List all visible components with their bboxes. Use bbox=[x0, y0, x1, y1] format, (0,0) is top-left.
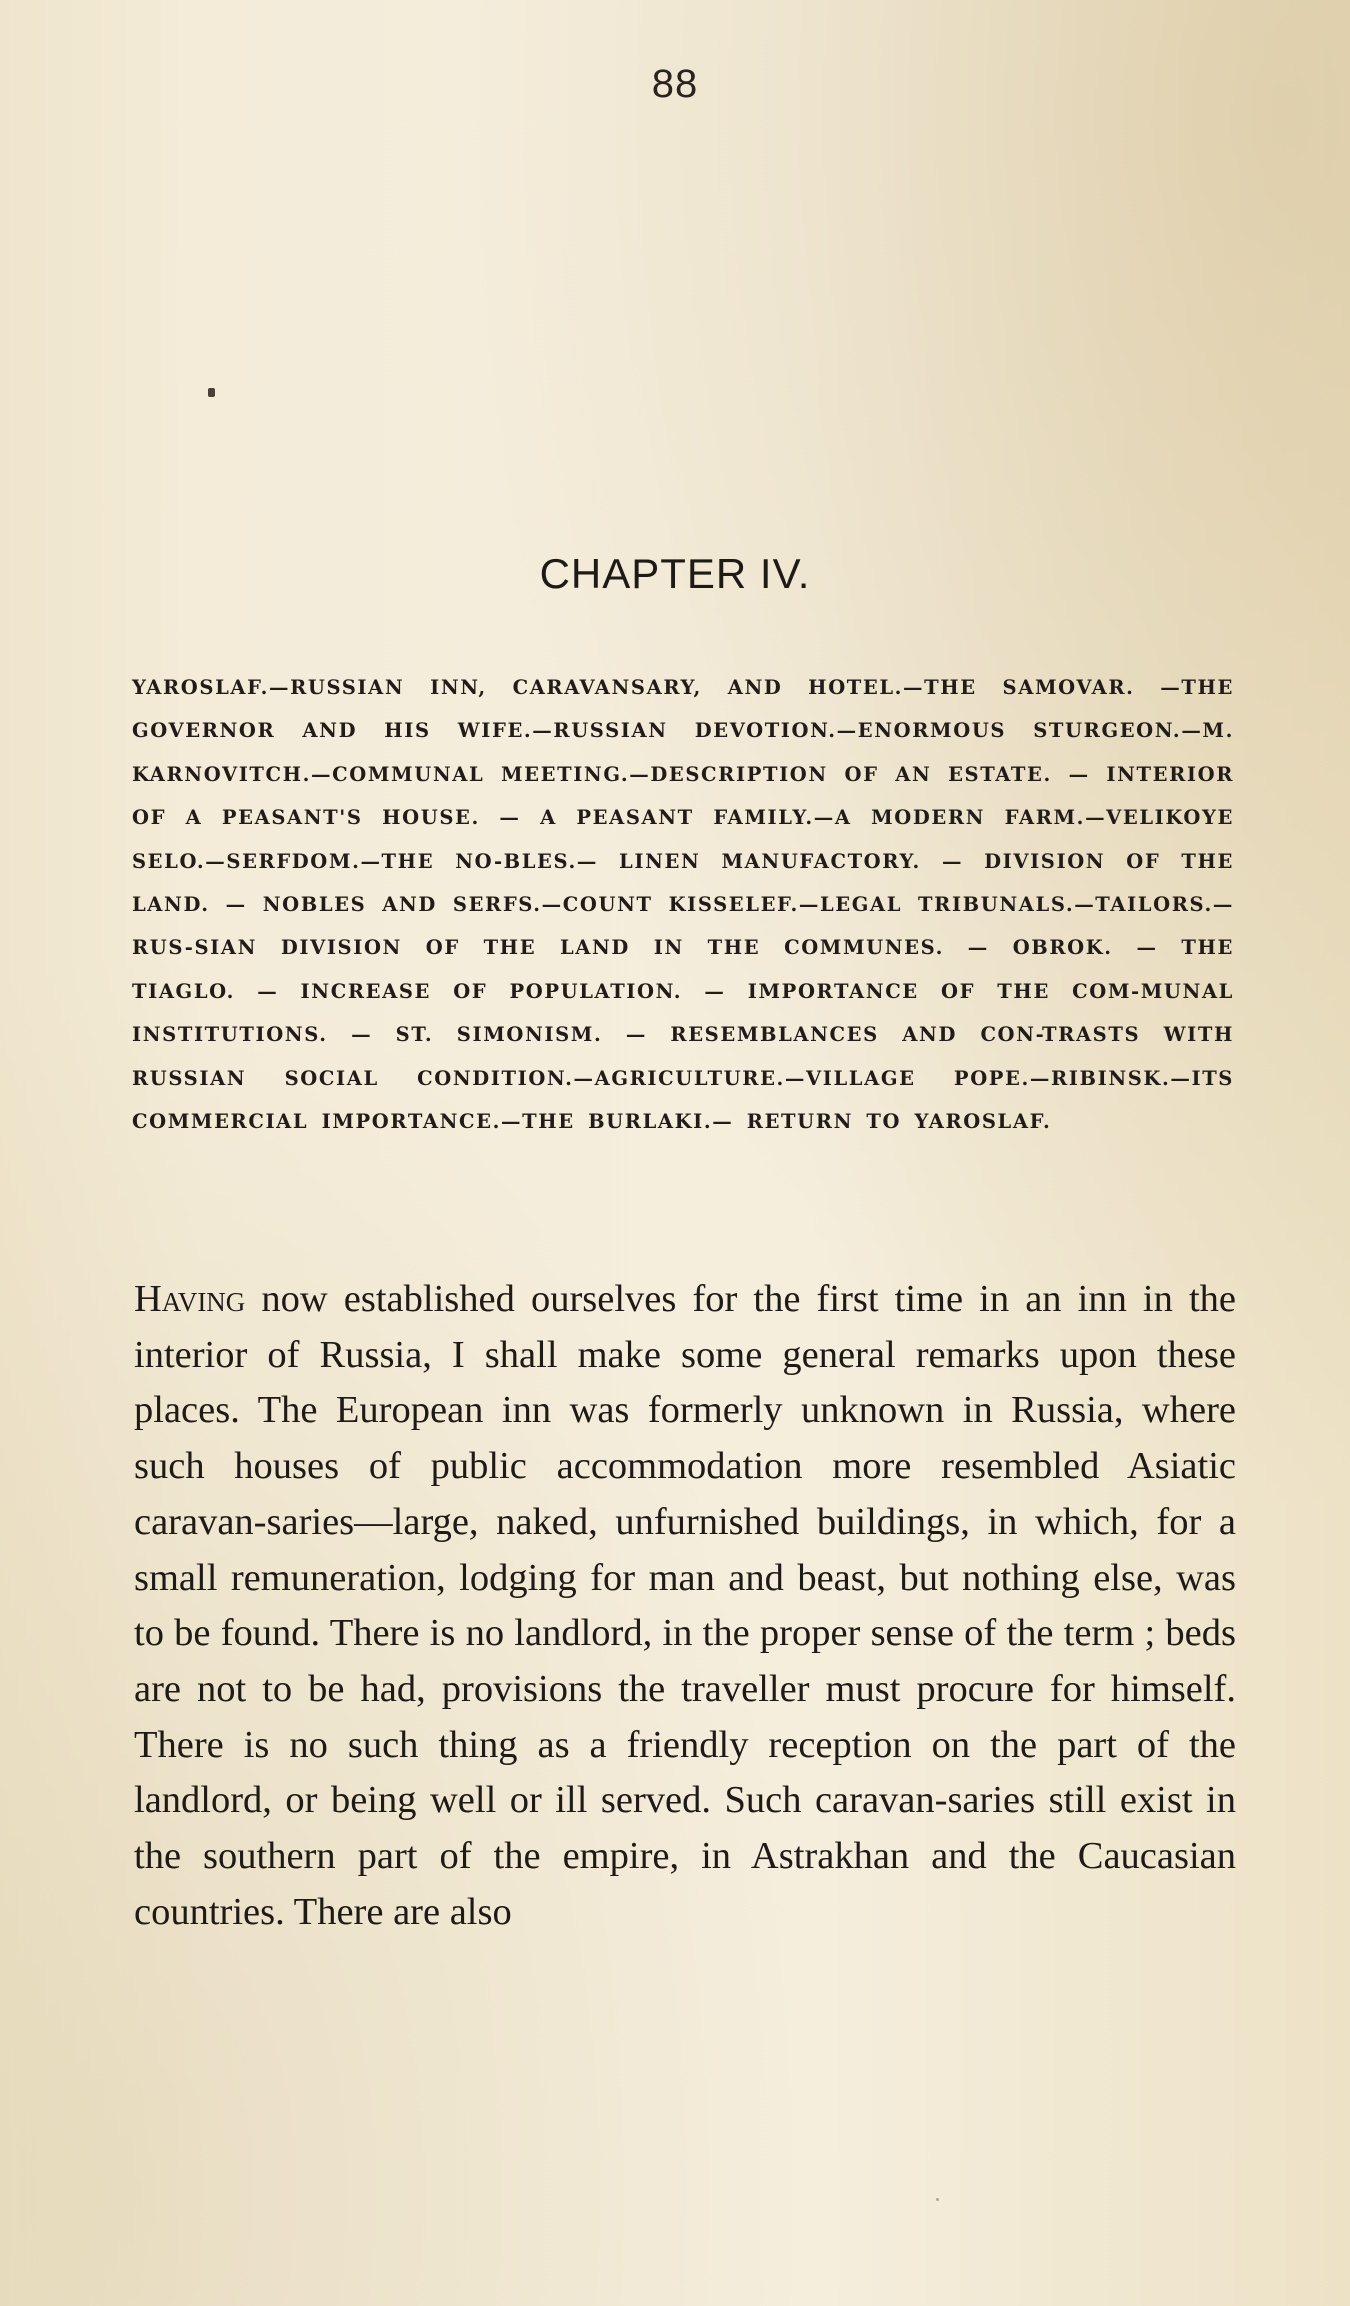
lead-word: Having bbox=[134, 1278, 246, 1320]
paper-speck bbox=[300, 1296, 303, 1299]
print-mark bbox=[208, 388, 215, 397]
body-text: now established ourselves for the first time in an inn in the interior of Russia, I shall make some general remarks upon these places. The European inn was formerly unknown in Russia, where such houses of public accommodation more resembled Asiatic caravan-saries—large, naked, unfurnished buildings, in which, for a small remuneration, lodging for man and beast, but nothing else, was to be found. There is no landlord, in the proper sense of the term ; beds are not to be had, provisions the traveller must procure for himself. There is no such thing as a friendly reception on the part of the landlord, or being well or ill served. Such caravan-saries still exist in the southern part of the empire, in Astrakhan and the Caucasian countries. There are also bbox=[134, 1278, 1236, 1933]
paper-speck bbox=[936, 2198, 939, 2201]
chapter-summary: YAROSLAF.—RUSSIAN INN, CARAVANSARY, AND HOTEL.—THE SAMOVAR. —THE GOVERNOR AND HIS WIFE.—RUSSIAN DEVOTION.—ENORMOUS STURGEON.—M. KARNOVITCH.—COMMUNAL MEETING.—DESCRIPTION OF AN ESTATE. — INTERIOR OF A PEASANT'S HOUSE. — A PEASANT FAMILY.—A MODERN FARM.—VELIKOYE SELO.—SERFDOM.—THE NO-BLES.— LINEN MANUFACTORY. — DIVISION OF THE LAND. — NOBLES AND SERFS.—COUNT KISSELEF.—LEGAL TRIBUNALS.—TAILORS.—RUS-SIAN DIVISION OF THE LAND IN THE COMMUNES. — OBROK. — THE TIAGLO. — INCREASE OF POPULATION. — IMPORTANCE OF THE COM-MUNAL INSTITUTIONS. — ST. SIMONISM. — RESEMBLANCES AND CON-TRASTS WITH RUSSIAN SOCIAL CONDITION.—AGRICULTURE.—VILLAGE POPE.—RIBINSK.—ITS COMMERCIAL IMPORTANCE.—THE BURLAKI.— RETURN TO YAROSLAF. bbox=[132, 676, 1234, 1134]
chapter-title: CHAPTER IV. bbox=[539, 550, 811, 597]
body-paragraph bbox=[134, 1272, 1236, 1940]
page-number: 88 bbox=[651, 62, 699, 106]
